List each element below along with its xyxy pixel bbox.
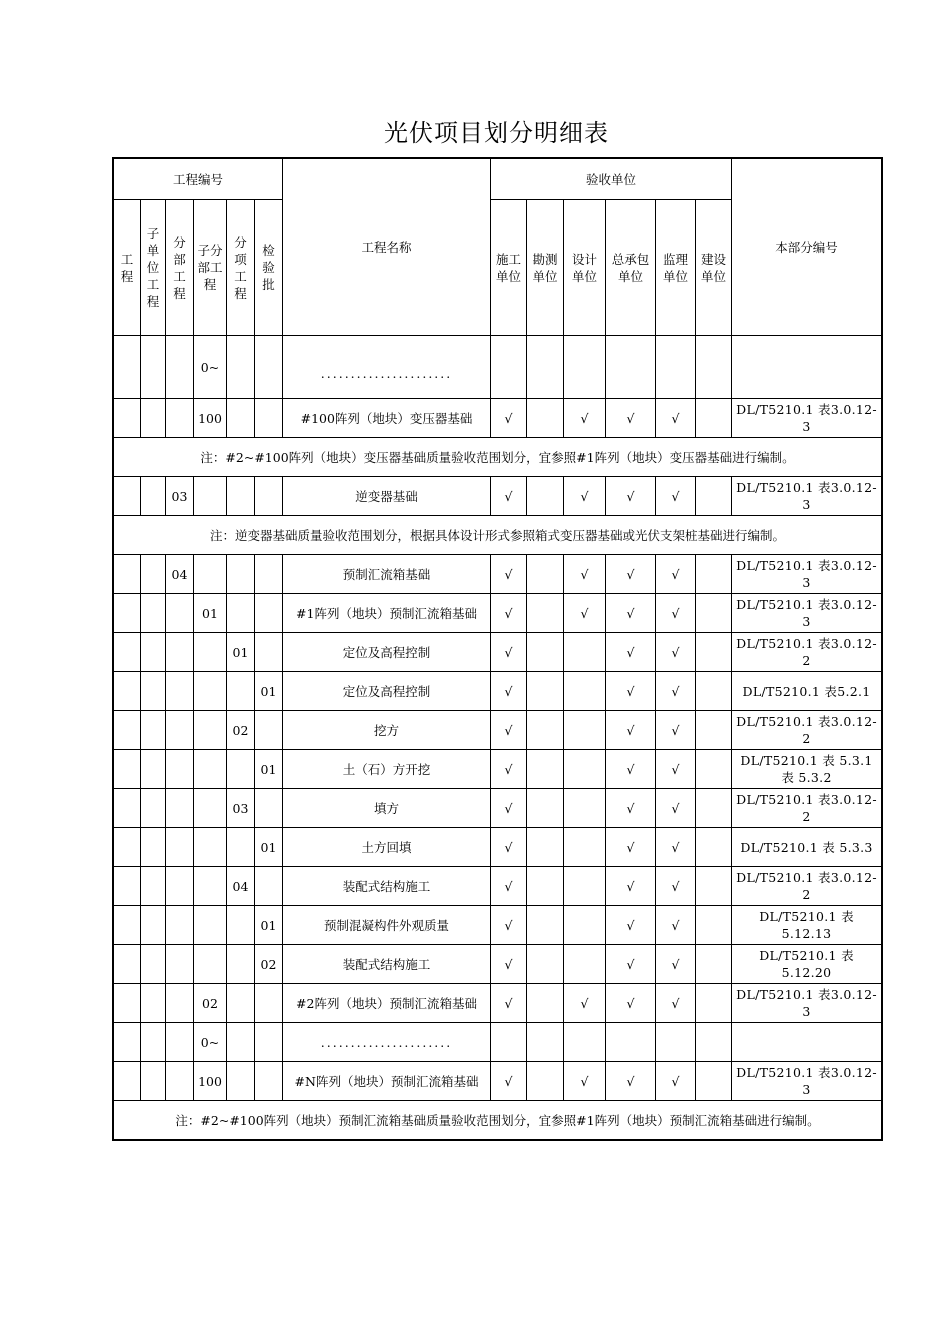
cell-sub-unit-no <box>141 828 166 867</box>
cell-item-no <box>227 750 255 789</box>
cell-design-unit-check <box>564 633 606 672</box>
cell-survey-unit-check <box>527 399 564 438</box>
cell-supervision-unit-check: √ <box>656 867 696 906</box>
cell-owner-unit-check <box>696 750 732 789</box>
table-row <box>114 594 882 633</box>
cell-owner-unit-check <box>696 1062 732 1101</box>
note-row <box>114 516 882 555</box>
cell-supervision-unit-check: √ <box>656 750 696 789</box>
table-row <box>114 828 882 867</box>
cell-supervision-unit-check: √ <box>656 633 696 672</box>
section-code-text: DL/T5210.1 表3.0.12- 2 <box>736 714 877 746</box>
cell-general-contractor-unit-check: √ <box>606 867 656 906</box>
cell-survey-unit-check <box>527 711 564 750</box>
cell-supervision-unit-check: √ <box>656 984 696 1023</box>
cell-section-code <box>732 867 882 906</box>
cell-sub-unit-no <box>141 594 166 633</box>
cell-section-code <box>732 672 882 711</box>
table-row <box>114 945 882 984</box>
table-row <box>114 399 882 438</box>
cell-item-no <box>227 399 255 438</box>
section-code-text: DL/T5210.1 表3.0.12- 3 <box>736 402 877 434</box>
cell-section-code <box>732 750 882 789</box>
header-division-project: 分 部 工 程 <box>166 200 194 336</box>
cell-construction-unit-check: √ <box>491 672 527 711</box>
cell-project-no <box>114 477 141 516</box>
cell-general-contractor-unit-check: √ <box>606 633 656 672</box>
cell-general-contractor-unit-check <box>606 336 656 399</box>
cell-construction-unit-check: √ <box>491 399 527 438</box>
cell-owner-unit-check <box>696 594 732 633</box>
cell-supervision-unit-check: √ <box>656 594 696 633</box>
project-division-table <box>113 158 882 1140</box>
cell-division-no <box>166 399 194 438</box>
cell-survey-unit-check <box>527 633 564 672</box>
note-row <box>114 438 882 477</box>
cell-design-unit-check <box>564 336 606 399</box>
cell-item-no <box>227 828 255 867</box>
cell-item-no <box>227 477 255 516</box>
header-sub-division-project: 子分 部工 程 <box>194 200 227 336</box>
cell-design-unit-check: √ <box>564 477 606 516</box>
header-project: 工 程 <box>114 200 141 336</box>
table-row <box>114 867 882 906</box>
cell-construction-unit-check: √ <box>491 1062 527 1101</box>
cell-owner-unit-check <box>696 672 732 711</box>
cell-design-unit-check: √ <box>564 594 606 633</box>
section-code-text: DL/T5210.1 表3.0.12- 3 <box>736 597 877 629</box>
cell-section-code <box>732 906 882 945</box>
cell-owner-unit-check <box>696 633 732 672</box>
cell-design-unit-check <box>564 672 606 711</box>
cell-project-no <box>114 984 141 1023</box>
cell-design-unit-check <box>564 1023 606 1062</box>
cell-construction-unit-check: √ <box>491 945 527 984</box>
cell-sub-division-no <box>194 555 227 594</box>
cell-owner-unit-check <box>696 336 732 399</box>
note-text: 注：#2~#100阵列（地块）变压器基础质量验收范围划分，宜参照#1阵列（地块）变压器基础进行编制。 <box>114 438 882 477</box>
cell-supervision-unit-check: √ <box>656 711 696 750</box>
cell-sub-division-no <box>194 789 227 828</box>
table-row <box>114 555 882 594</box>
cell-supervision-unit-check <box>656 1023 696 1062</box>
cell-project-no <box>114 750 141 789</box>
header-inspection-lot: 检 验 批 <box>255 200 283 336</box>
cell-lot-no <box>255 984 283 1023</box>
cell-owner-unit-check <box>696 477 732 516</box>
cell-survey-unit-check <box>527 984 564 1023</box>
cell-lot-no <box>255 555 283 594</box>
cell-construction-unit-check: √ <box>491 750 527 789</box>
cell-sub-unit-no <box>141 750 166 789</box>
cell-design-unit-check: √ <box>564 984 606 1023</box>
cell-sub-unit-no <box>141 906 166 945</box>
cell-project-name: 装配式结构施工 <box>283 945 491 984</box>
cell-survey-unit-check <box>527 867 564 906</box>
cell-design-unit-check: √ <box>564 555 606 594</box>
cell-construction-unit-check: √ <box>491 906 527 945</box>
cell-owner-unit-check <box>696 984 732 1023</box>
cell-section-code <box>732 477 882 516</box>
cell-section-code <box>732 555 882 594</box>
cell-project-name: 土方回填 <box>283 828 491 867</box>
cell-sub-unit-no <box>141 399 166 438</box>
cell-section-code <box>732 945 882 984</box>
cell-supervision-unit-check: √ <box>656 672 696 711</box>
cell-sub-division-no: 0~ <box>194 1023 227 1062</box>
table-row <box>114 477 882 516</box>
cell-survey-unit-check <box>527 789 564 828</box>
cell-sub-division-no <box>194 711 227 750</box>
cell-owner-unit-check <box>696 555 732 594</box>
cell-survey-unit-check <box>527 555 564 594</box>
cell-item-no <box>227 672 255 711</box>
cell-sub-unit-no <box>141 633 166 672</box>
cell-lot-no <box>255 633 283 672</box>
table-row <box>114 672 882 711</box>
section-code-text: DL/T5210.1 表3.0.12- 3 <box>736 1065 877 1097</box>
section-code-text: DL/T5210.1 表3.0.12- 3 <box>736 480 877 512</box>
cell-item-no: 03 <box>227 789 255 828</box>
cell-general-contractor-unit-check: √ <box>606 594 656 633</box>
cell-item-no <box>227 336 255 399</box>
cell-division-no <box>166 945 194 984</box>
cell-lot-no <box>255 477 283 516</box>
cell-section-code <box>732 828 882 867</box>
cell-section-code <box>732 1023 882 1062</box>
cell-general-contractor-unit-check: √ <box>606 828 656 867</box>
cell-sub-unit-no <box>141 945 166 984</box>
cell-construction-unit-check: √ <box>491 828 527 867</box>
cell-sub-division-no: 01 <box>194 594 227 633</box>
section-code-text: DL/T5210.1 表3.0.12- 3 <box>736 558 877 590</box>
table-row <box>114 906 882 945</box>
cell-survey-unit-check <box>527 477 564 516</box>
cell-owner-unit-check <box>696 828 732 867</box>
cell-sub-unit-no <box>141 1023 166 1062</box>
cell-construction-unit-check <box>491 1023 527 1062</box>
cell-sub-division-no <box>194 945 227 984</box>
table-row <box>114 1062 882 1101</box>
cell-item-no <box>227 555 255 594</box>
cell-sub-division-no: 02 <box>194 984 227 1023</box>
cell-survey-unit-check <box>527 750 564 789</box>
cell-sub-division-no <box>194 906 227 945</box>
cell-project-no <box>114 336 141 399</box>
cell-general-contractor-unit-check: √ <box>606 789 656 828</box>
cell-project-no <box>114 1062 141 1101</box>
cell-project-no <box>114 399 141 438</box>
header-project-name: 工程名称 <box>283 159 491 336</box>
cell-project-name: #N阵列（地块）预制汇流箱基础 <box>283 1062 491 1101</box>
cell-project-no <box>114 672 141 711</box>
cell-item-no: 04 <box>227 867 255 906</box>
document-title: 光伏项目划分明细表 <box>384 119 609 147</box>
cell-project-name: ...................... <box>283 336 491 399</box>
cell-survey-unit-check <box>527 594 564 633</box>
cell-sub-unit-no <box>141 711 166 750</box>
cell-supervision-unit-check: √ <box>656 477 696 516</box>
cell-design-unit-check <box>564 945 606 984</box>
cell-lot-no <box>255 1023 283 1062</box>
cell-survey-unit-check <box>527 1023 564 1062</box>
section-code-text: DL/T5210.1 表3.0.12- 2 <box>736 636 877 668</box>
cell-division-no <box>166 711 194 750</box>
cell-lot-no: 01 <box>255 750 283 789</box>
cell-survey-unit-check <box>527 672 564 711</box>
cell-project-no <box>114 555 141 594</box>
section-code-text: DL/T5210.1 表5.2.1 <box>742 683 871 699</box>
table-row <box>114 1023 882 1062</box>
cell-supervision-unit-check: √ <box>656 906 696 945</box>
section-code-text: DL/T5210.1 表3.0.12- 2 <box>736 870 877 902</box>
cell-lot-no <box>255 1062 283 1101</box>
cell-project-name: 填方 <box>283 789 491 828</box>
table-row <box>114 750 882 789</box>
cell-construction-unit-check: √ <box>491 555 527 594</box>
cell-project-name: 土（石）方开挖 <box>283 750 491 789</box>
cell-construction-unit-check: √ <box>491 477 527 516</box>
cell-project-name: 逆变器基础 <box>283 477 491 516</box>
cell-lot-no: 01 <box>255 828 283 867</box>
cell-item-no <box>227 1062 255 1101</box>
cell-design-unit-check <box>564 828 606 867</box>
cell-general-contractor-unit-check: √ <box>606 477 656 516</box>
header-general-contractor-unit: 总承包 单位 <box>606 200 656 336</box>
cell-division-no <box>166 789 194 828</box>
cell-sub-unit-no <box>141 477 166 516</box>
cell-item-no <box>227 984 255 1023</box>
cell-sub-division-no: 100 <box>194 1062 227 1101</box>
header-survey-unit: 勘测 单位 <box>527 200 564 336</box>
cell-division-no <box>166 594 194 633</box>
cell-sub-division-no <box>194 867 227 906</box>
cell-general-contractor-unit-check: √ <box>606 984 656 1023</box>
cell-lot-no <box>255 789 283 828</box>
cell-supervision-unit-check: √ <box>656 789 696 828</box>
cell-section-code <box>732 399 882 438</box>
cell-sub-division-no <box>194 477 227 516</box>
cell-lot-no <box>255 594 283 633</box>
cell-lot-no <box>255 399 283 438</box>
cell-division-no: 04 <box>166 555 194 594</box>
header-owner-unit: 建设 单位 <box>696 200 732 336</box>
cell-section-code <box>732 711 882 750</box>
cell-division-no <box>166 867 194 906</box>
section-code-text: DL/T5210.1 表 5.3.3 <box>740 839 873 855</box>
cell-division-no <box>166 828 194 867</box>
cell-sub-unit-no <box>141 555 166 594</box>
cell-supervision-unit-check: √ <box>656 828 696 867</box>
cell-supervision-unit-check: √ <box>656 399 696 438</box>
cell-sub-unit-no <box>141 336 166 399</box>
cell-survey-unit-check <box>527 906 564 945</box>
section-code-text: DL/T5210.1 表 5.3.1 表 5.3.2 <box>740 753 873 785</box>
cell-division-no <box>166 672 194 711</box>
cell-survey-unit-check <box>527 828 564 867</box>
section-code-text: DL/T5210.1 表3.0.12- 2 <box>736 792 877 824</box>
header-code-group: 工程编号 <box>114 159 283 200</box>
cell-design-unit-check <box>564 867 606 906</box>
cell-sub-division-no <box>194 828 227 867</box>
cell-lot-no: 01 <box>255 906 283 945</box>
cell-section-code <box>732 984 882 1023</box>
cell-construction-unit-check: √ <box>491 867 527 906</box>
cell-design-unit-check <box>564 711 606 750</box>
cell-item-no <box>227 945 255 984</box>
cell-survey-unit-check <box>527 336 564 399</box>
table-row <box>114 984 882 1023</box>
header-supervision-unit: 监理 单位 <box>656 200 696 336</box>
cell-owner-unit-check <box>696 1023 732 1062</box>
cell-design-unit-check: √ <box>564 1062 606 1101</box>
cell-project-name: #2阵列（地块）预制汇流箱基础 <box>283 984 491 1023</box>
cell-section-code <box>732 633 882 672</box>
cell-construction-unit-check <box>491 336 527 399</box>
cell-lot-no <box>255 711 283 750</box>
cell-sub-unit-no <box>141 984 166 1023</box>
cell-division-no <box>166 750 194 789</box>
cell-project-name: 定位及高程控制 <box>283 633 491 672</box>
cell-project-name: 定位及高程控制 <box>283 672 491 711</box>
cell-general-contractor-unit-check: √ <box>606 1062 656 1101</box>
cell-lot-no <box>255 336 283 399</box>
cell-item-no: 02 <box>227 711 255 750</box>
note-text: 注：#2~#100阵列（地块）预制汇流箱基础质量验收范围划分，宜参照#1阵列（地块）预制汇流箱基础进行编制。 <box>114 1101 882 1140</box>
cell-sub-unit-no <box>141 1062 166 1101</box>
cell-division-no: 03 <box>166 477 194 516</box>
cell-sub-division-no: 0~ <box>194 336 227 399</box>
cell-general-contractor-unit-check: √ <box>606 672 656 711</box>
cell-project-no <box>114 906 141 945</box>
cell-section-code <box>732 336 882 399</box>
table-row <box>114 789 882 828</box>
cell-project-name: #1阵列（地块）预制汇流箱基础 <box>283 594 491 633</box>
cell-construction-unit-check: √ <box>491 711 527 750</box>
cell-project-name: ...................... <box>283 1023 491 1062</box>
cell-sub-unit-no <box>141 789 166 828</box>
cell-survey-unit-check <box>527 1062 564 1101</box>
header-item-project: 分 项 工 程 <box>227 200 255 336</box>
cell-section-code <box>732 1062 882 1101</box>
cell-construction-unit-check: √ <box>491 789 527 828</box>
note-text: 注：逆变器基础质量验收范围划分，根据具体设计形式参照箱式变压器基础或光伏支架桩基础进行编制。 <box>114 516 882 555</box>
cell-item-no <box>227 1023 255 1062</box>
header-design-unit: 设计 单位 <box>564 200 606 336</box>
cell-division-no <box>166 1023 194 1062</box>
cell-project-no <box>114 828 141 867</box>
cell-construction-unit-check: √ <box>491 984 527 1023</box>
cell-item-no: 01 <box>227 633 255 672</box>
cell-project-no <box>114 1023 141 1062</box>
cell-owner-unit-check <box>696 399 732 438</box>
cell-supervision-unit-check: √ <box>656 555 696 594</box>
cell-owner-unit-check <box>696 867 732 906</box>
cell-general-contractor-unit-check: √ <box>606 945 656 984</box>
cell-supervision-unit-check <box>656 336 696 399</box>
section-code-text: DL/T5210.1 表3.0.12- 3 <box>736 987 877 1019</box>
header-sub-unit-project: 子 单 位 工 程 <box>141 200 166 336</box>
cell-division-no <box>166 984 194 1023</box>
cell-owner-unit-check <box>696 945 732 984</box>
cell-project-no <box>114 633 141 672</box>
cell-general-contractor-unit-check: √ <box>606 906 656 945</box>
cell-sub-division-no <box>194 672 227 711</box>
cell-project-name: #100阵列（地块）变压器基础 <box>283 399 491 438</box>
cell-lot-no: 02 <box>255 945 283 984</box>
cell-division-no <box>166 1062 194 1101</box>
table-row <box>114 336 882 399</box>
cell-project-name: 挖方 <box>283 711 491 750</box>
cell-design-unit-check <box>564 906 606 945</box>
cell-supervision-unit-check: √ <box>656 945 696 984</box>
cell-general-contractor-unit-check: √ <box>606 750 656 789</box>
cell-project-no <box>114 711 141 750</box>
cell-design-unit-check: √ <box>564 399 606 438</box>
header-section-code: 本部分编号 <box>732 159 882 336</box>
cell-design-unit-check <box>564 750 606 789</box>
cell-division-no <box>166 336 194 399</box>
cell-project-name: 预制汇流箱基础 <box>283 555 491 594</box>
cell-section-code <box>732 594 882 633</box>
cell-division-no <box>166 633 194 672</box>
cell-general-contractor-unit-check: √ <box>606 399 656 438</box>
cell-project-name: 装配式结构施工 <box>283 867 491 906</box>
cell-sub-unit-no <box>141 867 166 906</box>
cell-lot-no: 01 <box>255 672 283 711</box>
cell-project-no <box>114 594 141 633</box>
section-code-text: DL/T5210.1 表 5.12.20 <box>759 948 854 980</box>
cell-owner-unit-check <box>696 906 732 945</box>
cell-survey-unit-check <box>527 945 564 984</box>
cell-project-no <box>114 945 141 984</box>
cell-section-code <box>732 789 882 828</box>
cell-owner-unit-check <box>696 711 732 750</box>
table-row <box>114 711 882 750</box>
cell-construction-unit-check: √ <box>491 594 527 633</box>
section-code-text: DL/T5210.1 表 5.12.13 <box>759 909 854 941</box>
cell-general-contractor-unit-check: √ <box>606 711 656 750</box>
cell-sub-unit-no <box>141 672 166 711</box>
cell-owner-unit-check <box>696 789 732 828</box>
cell-item-no <box>227 906 255 945</box>
header-construction-unit: 施工 单位 <box>491 200 527 336</box>
cell-sub-division-no <box>194 633 227 672</box>
cell-construction-unit-check: √ <box>491 633 527 672</box>
cell-general-contractor-unit-check: √ <box>606 555 656 594</box>
cell-project-name: 预制混凝构件外观质量 <box>283 906 491 945</box>
header-acceptance-group: 验收单位 <box>491 159 732 200</box>
cell-design-unit-check <box>564 789 606 828</box>
table-row <box>114 633 882 672</box>
cell-division-no <box>166 906 194 945</box>
cell-item-no <box>227 594 255 633</box>
cell-project-no <box>114 867 141 906</box>
cell-project-no <box>114 789 141 828</box>
cell-supervision-unit-check: √ <box>656 1062 696 1101</box>
cell-lot-no <box>255 867 283 906</box>
cell-sub-division-no: 100 <box>194 399 227 438</box>
cell-sub-division-no <box>194 750 227 789</box>
note-row <box>114 1101 882 1140</box>
cell-general-contractor-unit-check <box>606 1023 656 1062</box>
